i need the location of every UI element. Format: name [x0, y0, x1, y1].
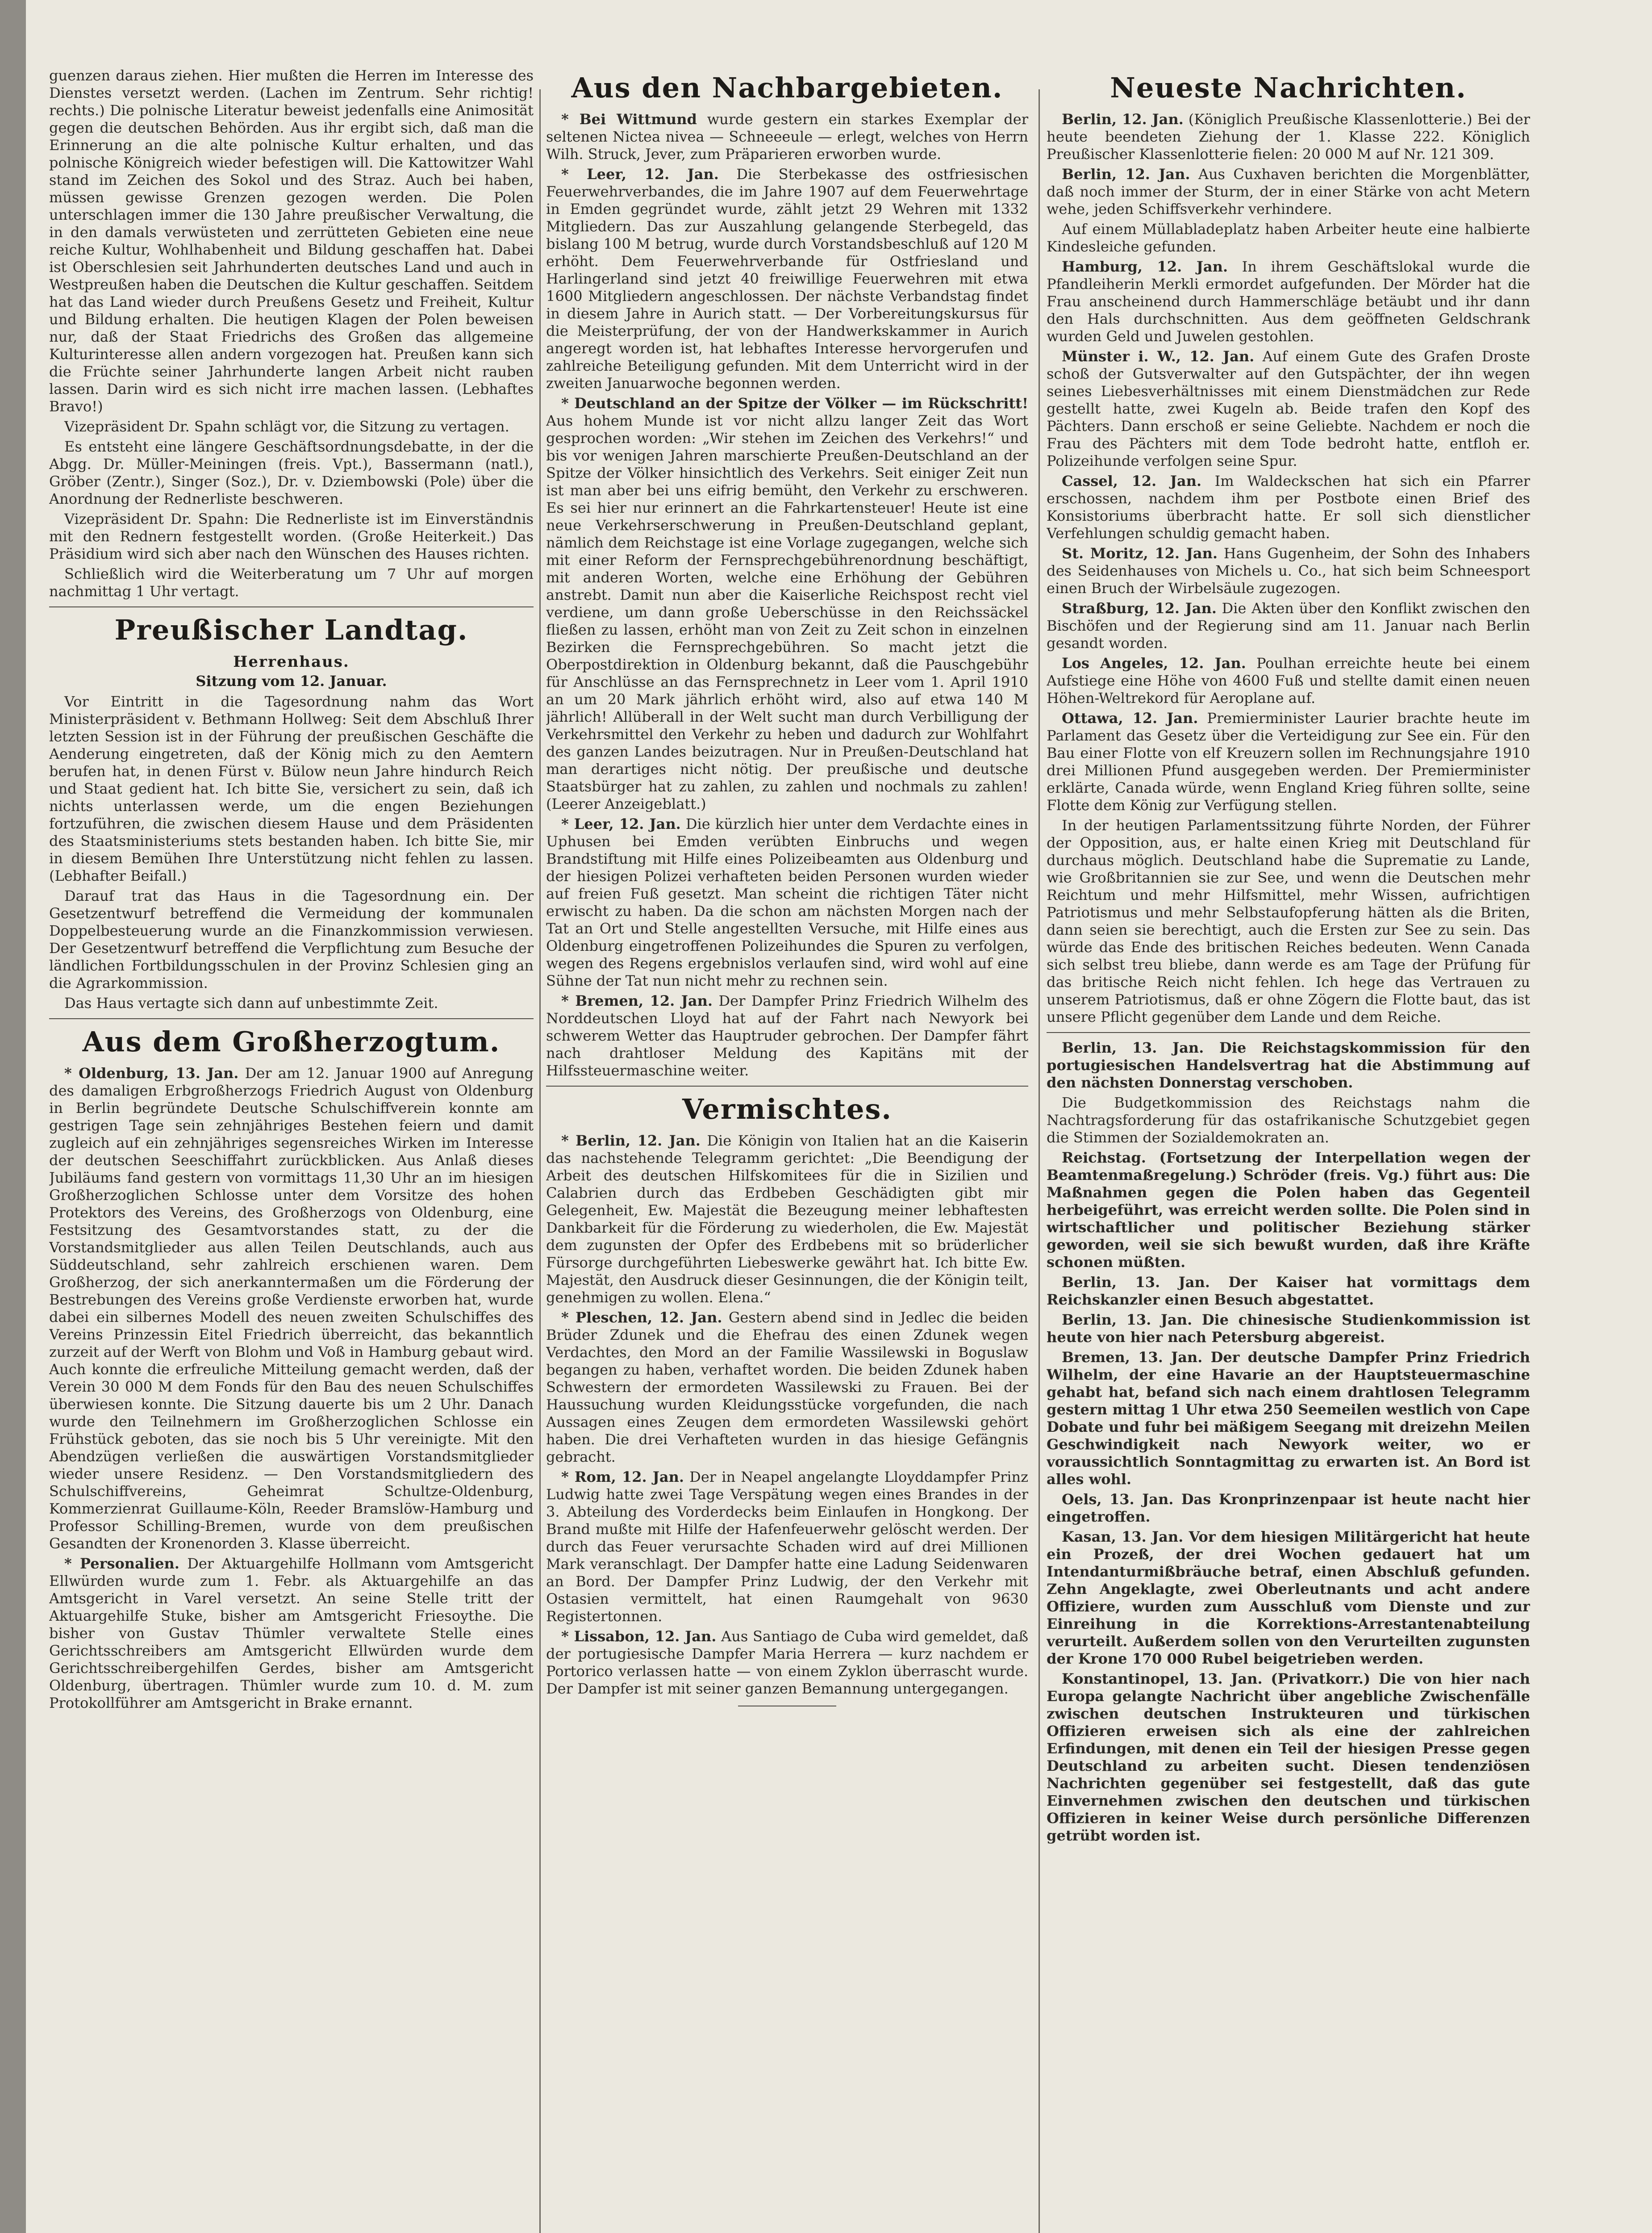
article-text: Gestern abend sind in Jedlec die beiden Brüder Zdunek und die Ehefrau des einen Zdunek wegen Verdachtes, den Mord an der Familie Wassilewski in Boguslaw begangen zu haben, verhaftet worden. Die beiden Zdunek haben Schwestern der ermordeten Wassilewski zu Frauen. Bei der Haussuchung wurden Kleidungsstücke vorgefunden, die nach Aussagen eines Zeugen dem ermordeten Wassilewski gehört haben. Die drei Verhafteten wurden in das hiesige Gefängnis gebracht. — [546, 1309, 1028, 1465]
telegram-item: Reichstag. (Fortsetzung der Interpellation wegen der Beamtenmaßregelung.) Schröder (freis. Vg.) führt aus: Die Maßnahmen gegen die Polen haben das Gegenteil herbeigeführt, was erreicht werden sollte. Die Polen sind in wirtschaftlicher und politischer Beziehung stärker geworden, weil sie sich bewußt wurden, daß ihre Kräfte schonen müßten. — [1047, 1149, 1530, 1271]
dateline: Berlin, 12. Jan. — [1062, 166, 1190, 183]
article-item — [546, 1468, 1028, 1625]
article-text: Vizepräsident Dr. Spahn: Die Rednerliste ist im Einverständnis mit den Rednern festgestellt worden. (Große Heiterkeit.) Das Präsidium wird sich aber nach den Wünschen des Hauses richten. — [49, 510, 534, 562]
telegram-item: Berlin, 13. Jan. Die Reichstagskommission für den portugiesischen Handelsvertrag hat die Abstimmung auf den nächsten Donnerstag verschoben. — [1047, 1039, 1530, 1091]
divider — [49, 1018, 534, 1019]
article-item — [1047, 655, 1530, 707]
article-text: Vizepräsident Dr. Spahn schlägt vor, die Sitzung zu vertagen. — [64, 418, 509, 435]
telegram-item: Konstantinopel, 13. Jan. (Privatkorr.) Die von hier nach Europa gelangte Nachricht über angebliche Zwischenfälle zwischen deutschen Instrukteuren und türkischen Offizieren erweisen sich als eine der zahlreichen Erfindungen, mit denen ein Teil der hiesigen Presse gegen Deutschland zu arbeiten sucht. Diesen tendenziösen Nachrichten gegenüber sei festgestellt, daß das gute Einvernehmen zwischen den deutschen und türkischen Offizieren in keiner Weise durch persönliche Differenzen getrübt worden ist. — [1047, 1670, 1530, 1844]
article-item — [1047, 166, 1530, 218]
dateline: * Leer, 12. Jan. — [561, 166, 719, 183]
divider — [546, 1086, 1028, 1087]
article-text: Der Dampfer Prinz Friedrich Wilhelm des Norddeutschen Lloyd hat auf der Fahrt nach Newyork bei schwerem Wetter das Hauptruder gebrochen. Der Dampfer fährt nach drahtloser Meldung des Kapitäns mit der Hilfssteuermaschine weiter. — [546, 992, 1028, 1079]
article-item — [1047, 710, 1530, 814]
article-text: Darauf trat das Haus in die Tagesordnung ein. Der Gesetzentwurf betreffend die Vermeidung der kommunalen Doppelbesteuerung wurde an die Finanzkommission verwiesen. Der Gesetzentwurf betreffend die Verpflichtung zum Besuche der ländlichen Fortbildungsschulen in der Provinz Schlesien ging an die Agrarkommission. — [49, 887, 534, 991]
article-text: Im Waldeckschen hat sich ein Pfarrer erschossen, nachdem ihm per Postbote einen Brief des Konsistoriums überbracht hatte. Er soll sich dienstlicher Verfehlungen schuldig gemacht haben. — [1047, 473, 1530, 542]
article-text: Aus hohem Munde ist vor nicht allzu langer Zeit das Wort gesprochen worden: „Wir stehen im Zeichen des Verkehrs!“ und bis vor wenigen Jahren marschierte Preußen-Deutschland an der Spitze der Völker hinsichtlich des Verkehrs. Seit einiger Zeit nun ist man aber bei uns eifrig bemüht, den Verkehr zu erschweren. Es sei hier nur erinnert an die Fahrkartensteuer! Heute ist eine neue Verkehrserschwerung in Preußen-Deutschland geplant, nämlich dem Reichstage ist eine Vorlage zugegangen, welche sich mit einer Reform der Fernsprechgebührenordnung beschäftigt, mit anderen Worten, welche eine Erhöhung der Gebühren anstrebt. Damit nun aber die Kaiserliche Reichspost recht viel verdiene, um dann große Ueberschüsse in den Reichssäckel fließen zu lassen, erhöht man von Zeit zu Zeit schon in einzelnen Bezirken die Fernsprechgebühren. So macht jetzt die Oberpostdirektion in Oldenburg bekannt, daß die Pauschgebühr für Anschlüsse an das Fernsprechnetz in Leer vom 1. April 1910 an um 20 Mark jährlich erhöht wird, also auf etwa 140 M jährlich! Allüberall in der Welt sucht man durch Verbilligung der Verkehrsmittel den Verkehr zu heben und dadurch zur Wohlfahrt des ganzen Landes beizutragen. Nur in Preußen-Deutschland hat man derartiges nicht nötig. Der preußische und deutsche Staatsbürger hat zu zahlen, zu zahlen und nochmals zu zahlen! (Leerer Anzeigeblatt.) — [546, 412, 1028, 812]
divider — [1047, 1032, 1530, 1033]
article-text: Die Königin von Italien hat an die Kaiserin das nachstehende Telegramm gerichtet: „Die Beendigung der Arbeit des deutschen Hilfskomitees für die in Sizilien und Calabrien durch das Erdbeben Geschädigten gibt mir Gelegenheit, Ew. Majestät die Bezeugung meiner lebhaftesten Dankbarkeit für die Förderung zu wiederholen, die Ew. Majestät dem zugunsten der Opfer des Erdbebens mit so brüderlicher Fürsorge durchgeführten Liebeswerke gewährt hat. Ich bitte Ew. Majestät, den Ausdruck dieser Gesinnungen, die der Königin teilt, genehmigen zu wollen. Elena.“ — [546, 1132, 1028, 1306]
session-date: Sitzung vom 12. Januar. — [196, 673, 387, 690]
dateline: Berlin, 12. Jan. — [1062, 111, 1184, 128]
section-heading-landtag: Preußischer Landtag. — [114, 614, 468, 646]
telegram-item: Kasan, 13. Jan. Vor dem hiesigen Militärgericht hat heute ein Prozeß, der drei Wochen gedauert hat um Intendanturmißbräuche betraf, einen Abschluß gefunden. Zehn Angeklagte, zwei Oberleutnants und acht andere Offiziere, wurden zum Ausschluß vom Dienste und zur Einreihung in die Korrektions-Arrestantenabteilung verurteilt. Außerdem sollen von den Verurteilten zugunsten der Krone 170 000 Rubel beigetrieben werden. — [1047, 1528, 1530, 1667]
article-item — [1047, 258, 1530, 345]
article-item — [546, 1309, 1028, 1466]
article-text: Der Aktuargehilfe Hollmann vom Amtsgericht Ellwürden wurde zum 1. Febr. als Aktuargehilfe an das Amtsgericht in Varel versetzt. An seine Stelle tritt der Aktuargehilfe Stuke, bisher am Amtsgericht Friesoythe. Die bisher von Gustav Thümler verwaltete Stelle eines Gerichtsschreibers am Amtsgericht Ellwürden wurde dem Gerichtsschreibergehilfen Gerdes, bisher am Amtsgericht Oldenburg, übertragen. Thümler wurde zum 10. d. M. zum Protokollführer am Amtsgericht in Brake ernannt. — [49, 1555, 534, 1711]
telegram-item: Die Budgetkommission des Reichstags nahm die Nachtragsforderung für das ostafrikanische Schutzgebiet gegen die Stimmen der Sozialdemokraten an. — [1047, 1094, 1530, 1146]
dateline: Cassel, 12. Jan. — [1062, 473, 1201, 489]
dateline: * Lissabon, 12. Jan. — [561, 1628, 717, 1645]
divider — [49, 606, 534, 607]
article-text: Die Sterbekasse des ostfriesischen Feuerwehrverbandes, die im Jahre 1907 auf dem Feuerwehrtage in Emden gegründet wurde, zählt jetzt 29 Wehren mit 1332 Mitgliedern. Das zur Auszahlung gelangende Sterbegeld, das bislang 100 M betrug, wurde durch Vorstandsbeschluß auf 120 M erhöht. Dem Feuerwehrverbande für Ostfriesland und Harlingerland sind jetzt 40 freiwillige Feuerwehren mit etwa 1600 Mitgliedern angeschlossen. Der nächste Verbandstag findet in diesem Jahre in Aurich statt. — Der Vorbereitungskursus für die Meisterprüfung, der von der Handwerkskammer in Aurich angeregt worden ist, hat lebhaftes Interesse hervorgerufen und zahlreiche Beteiligung gefunden. Mit dem Unterricht wird in der zweiten Januarwoche begonnen werden. — [546, 166, 1028, 392]
column-rule — [1039, 89, 1040, 2233]
article-text: Die Akten über den Konflikt zwischen den Bischöfen und der Regierung sind am 11. Januar nach Berlin gesandt worden. — [1047, 600, 1530, 652]
section-heading-grossherzogtum: Aus dem Großherzogtum. — [82, 1025, 501, 1058]
column-1 — [49, 67, 534, 2233]
dateline: * Personalien. — [64, 1555, 179, 1572]
article-item — [1047, 545, 1530, 597]
article-text: In ihrem Geschäftslokal wurde die Pfandleiherin Merkli ermordet aufgefunden. Der Mörder hat die Frau anscheinend durch Hammerschläge betäubt und ihr dann den Hals durchschnitten. Aus dem geöffneten Geldschrank wurden Geld und Juwelen gestohlen. — [1047, 258, 1530, 345]
dateline: * Leer, 12. Jan. — [561, 815, 681, 832]
section-heading-nachbargebiete: Aus den Nachbargebieten. — [571, 71, 1003, 104]
article-text: Die kürzlich hier unter dem Verdachte eines in Uphusen bei Emden verübten Einbruchs und wegen Brandstiftung mit Hilfe eines Polizeibeamten aus Oldenburg und der hiesigen Polizei verhafteten beiden Personen wurden wieder auf freien Fuß gesetzt. Man scheint die richtigen Täter nicht erwischt zu haben. Da die schon am nächsten Morgen nach der Tat an Ort und Stelle angestellten Versuche, mit Hilfe eines aus Oldenburg eingetroffenen Polizeihundes die Spuren zu verfolgen, wegen des Regens ergebnislos verlaufen sind, wird wohl auf eine Sühne der Tat nun nicht mehr zu rechnen sein. — [546, 815, 1028, 989]
article-text: Hans Gugenheim, der Sohn des Inhabers des Seidenhauses von Michels u. Co., hat sich beim Schneesport einen Bruch der Wirbelsäule zugezogen. — [1047, 545, 1530, 597]
telegram-item: Bremen, 13. Jan. Der deutsche Dampfer Prinz Friedrich Wilhelm, der eine Havarie an der Hauptsteuermaschine gehabt hat, befand sich nach einem drahtlosen Telegramm gestern mittag 1 Uhr etwa 250 Seemeilen westlich von Cape Dobate und fuhr bei mäßigem Seegang mit dreizehn Meilen Geschwindigkeit nach Newyork weiter, wo er voraussichtlich Sonntagmittag zu erwarten ist. An Bord ist alles wohl. — [1047, 1349, 1530, 1488]
newspaper-page — [26, 0, 1652, 2233]
dateline: Münster i. W., 12. Jan. — [1062, 348, 1255, 365]
dateline: * Oldenburg, 13. Jan. — [64, 1065, 239, 1082]
article-item — [49, 1555, 534, 1712]
article-text: (Königlich Preußische Klassenlotterie.) Bei der heute beendeten Ziehung der 1. Klasse 222. Königlich Preußischer Klassenlotterie fielen: 20 000 M auf Nr. 121 309. — [1047, 111, 1530, 163]
article-item — [546, 395, 1028, 813]
column-rule — [539, 89, 541, 2233]
article-item — [546, 815, 1028, 990]
dateline: St. Moritz, 12. Jan. — [1062, 545, 1218, 562]
article-text: Aus Cuxhaven berichten die Morgenblätter, daß noch immer der Sturm, der in einer Stärke von acht Metern wehe, jeden Schiffsverkehr verhindere. — [1047, 166, 1530, 217]
column-3 — [1047, 67, 1530, 2233]
section-heading-neueste-nachrichten: Neueste Nachrichten. — [1110, 71, 1467, 104]
article-item — [49, 1065, 534, 1552]
dateline: * Bei Wittmund — [561, 111, 697, 128]
article-text: Der in Neapel angelangte Lloyddampfer Prinz Ludwig hatte zwei Tage Verspätung wegen eines Brandes in der 3. Abteilung des Vorderdecks beim Einlaufen in Hongkong. Der Brand mußte mit Hilfe der Hafenfeuerwehr gelöscht werden. Der durch das Feuer verursachte Schaden wird auf drei Millionen Mark veranschlagt. Der Dampfer hatte eine Ladung Seidenwaren an Bord. Der Dampfer Prinz Ludwig, der den Verkehr mit Ostasien vermittelt, hat einen Raumgehalt von 9630 Registertonnen. — [546, 1468, 1028, 1625]
article-text: Aus Santiago de Cuba wird gemeldet, daß der portugiesische Dampfer Maria Herrera — kurz nachdem er Portorico verlassen hatte — von einem Zyklon überrascht wurde. Der Dampfer ist mit seiner ganzen Bemannung untergegangen. — [546, 1628, 1028, 1697]
article-text: Auf einem Müllabladeplatz haben Arbeiter heute eine halbierte Kindesleiche gefunden. — [1047, 221, 1530, 255]
dateline: * Rom, 12. Jan. — [561, 1468, 684, 1485]
article-item — [1047, 600, 1530, 652]
article-item — [546, 111, 1028, 163]
dateline: Ottawa, 12. Jan. — [1062, 710, 1198, 727]
telegram-item: Berlin, 13. Jan. Die chinesische Studienkommission ist heute von hier nach Petersburg abgereist. — [1047, 1311, 1530, 1346]
article-text: guenzen daraus ziehen. Hier mußten die Herren im Interesse des Dienstes versetzt werden. (Lachen im Zentrum. Sehr richtig! rechts.) Die polnische Literatur beweist jedenfalls eine Animosität gegen die deutschen Behörden. Aus ihr ergibt sich, daß man die Erinnerung an die alte polnische Kultur erhalten, und das polnische Königreich wieder befestigen will. Die Kattowitzer Wahl stand im Zeichen des Sokol und des Straz. Auch bei haben, müssen gewisse Grenzen gezogen werden. Die Polen unterschlagen immer die 130 Jahre preußischer Verwaltung, die in den damals verwüsteten und zerrütteten Gebieten eine neue reiche Kultur, Wohlhabenheit und Bildung geschaffen hat. Dabei ist Oberschlesien seit Jahrhunderten deutsches Land und auch in Westpreußen haben die Deutschen die Kultur geschaffen. Seitdem hat das Land wieder durch Preußens Gesetz und Freiheit, Kultur und Bildung erhalten. Die heutigen Klagen der Polen beweisen nur, daß der Staat Friedrichs des Großen das allgemeine Kulturinteresse allen andern vorgezogen hat. Preußen kann sich die Früchte seiner Jahrhunderte langen Arbeit nicht rauben lassen. Darin wird es sich nicht irre machen lassen. (Lebhaftes Bravo!) — [49, 67, 534, 415]
article-text: Der am 12. Januar 1900 auf Anregung des damaligen Erbgroßherzogs Friedrich August von Oldenburg in Berlin begründete Deutsche Schulschiffverein konnte am gestrigen Tage sein zehnjähriges Bestehen feiern und damit zugleich auf ein zehnjähriges segensreiches Wirken im Interesse der deutschen Seeschiffahrt zurückblicken. Aus Anlaß dieses Jubiläums fand gestern von vormittags 11,30 Uhr an im hiesigen Großherzoglichen Schlosse unter dem Vorsitze des hohen Protektors des Vereins, des Großherzogs von Oldenburg, eine Festsitzung des Gesamtvorstandes statt, zu der die Vorstandsmitglieder aus allen Teilen Deutschlands, auch aus Süddeutschland, sehr zahlreich erschienen waren. Dem Großherzog, der sich anerkanntermaßen um die Förderung der Bestrebungen des Vereins große Verdienste erworben hat, wurde dabei ein silbernes Modell des neuen zweiten Schulschiffes des Vereins Prinzessin Eitel Friedrich überreicht, das bekanntlich zurzeit auf der Werft von Blohm und Voß in Hamburg gebaut wird. Auch konnte die erfreuliche Mitteilung gemacht werden, daß der Verein 30 000 M dem Fonds für den Bau des neuen Schulschiffes überwiesen konnte. Die Sitzung dauerte bis um 2 Uhr. Danach wurde den Teilnehmern im Großherzoglichen Schlosse ein Frühstück geboten, das sie noch bis 5 Uhr vereinigte. Mit den Abendzügen verließen die auswärtigen Vorstandsmitglieder wieder unsere Residenz. — Den Vorstandsmitgliedern des Schulschiffvereins, Geheimrat Schultze-Oldenburg, Kommerzienrat Guillaume-Köln, Reeder Bramslöw-Hamburg und Professor Schilling-Bremen, wurde von dem preußischen Gesandten der Kronenorden 3. Klasse überreicht. — [49, 1065, 534, 1552]
article-item — [1047, 111, 1530, 163]
article-text: Vor Eintritt in die Tagesordnung nahm das Wort Ministerpräsident v. Bethmann Hollweg: Seit dem Abschluß Ihrer letzten Session ist in der Führung der preußischen Geschäfte die Aenderung eingetreten, daß der König mich zu den Aemtern berufen hat, in denen Fürst v. Bülow neun Jahre hindurch Reich und Staat gedient hat. Ich bitte Sie, versichert zu sein, daß ich nichts unterlassen werde, um die engen Beziehungen fortzuführen, die zwischen diesem Hause und dem Präsidenten des Staatsministeriums stets bestanden haben. Ich bitte Sie, mir in diesem Bemühen Ihre Unterstützung nicht fehlen zu lassen. (Lebhafter Beifall.) — [49, 693, 534, 884]
article-text: Premierminister Laurier brachte heute im Parlament das Gesetz über die Verteidigung zur See ein. Für den Bau einer Flotte von elf Kreuzern sollen im Rechnungsjahre 1910 drei Millionen Pfund ausgegeben werden. Der Premierminister erklärte, Canada würde, wenn England Krieg führen sollte, seine Flotte dem König zur Verfügung stellen. — [1047, 710, 1530, 814]
article-item — [1047, 348, 1530, 470]
telegram-item: Oels, 13. Jan. Das Kronprinzenpaar ist heute nacht hier eingetroffen. — [1047, 1491, 1530, 1525]
article-text: wurde gestern ein starkes Exemplar der seltenen Nictea nivea — Schneeeule — erlegt, welches von Herrn Wilh. Struck, Jever, zum Präparieren erworben wurde. — [546, 111, 1028, 163]
article-text: In der heutigen Parlamentssitzung führte Norden, der Führer der Opposition, aus, er halte einen Krieg mit Deutschland für durchaus möglich. Deutschland habe die Suprematie zu Lande, wie Großbritannien sie zur See, und wenn die Deutschen mehr Reichtum und mehr Hilfsmittel, mehr Wissen, aufrichtigen Patriotismus und mehr Selbstaufopferung hätten als die Briten, dann seien sie berechtigt, auch die Ersten zur See zu sein. Das würde das Ende des britischen Reiches bedeuten. Wenn Canada sich selbst treu bliebe, dann werde es am Tage der Prüfung für das britische Reich nicht fehlen. Ich hege das Vertrauen zu unserem Patriotismus, daß er ohne Zögern die Flotte baut, das ist unsere Pflicht gegenüber dem Lande und dem Reiche. — [1047, 817, 1530, 1025]
article-item — [546, 1628, 1028, 1698]
dateline: Hamburg, 12. Jan. — [1062, 258, 1228, 275]
article-text: Es entsteht eine längere Geschäftsordnungsdebatte, in der die Abgg. Dr. Müller-Meiningen (freis. Vpt.), Bassermann (natl.), Gröber (Zentr.), Singer (Soz.), Dr. v. Dziembowski (Pole) über die Anordnung der Rednerliste beschweren. — [49, 438, 534, 507]
dateline: Straßburg, 12. Jan. — [1062, 600, 1217, 617]
article-item — [546, 992, 1028, 1079]
article-text: Schließlich wird die Weiterberatung um 7 Uhr auf morgen nachmittag 1 Uhr vertagt. — [49, 565, 534, 600]
article-item — [546, 1132, 1028, 1306]
column-2 — [546, 67, 1028, 2233]
article-text: Das Haus vertagte sich dann auf unbestimmte Zeit. — [64, 995, 438, 1012]
dateline: * Bremen, 12. Jan. — [561, 992, 713, 1009]
dateline: * Berlin, 12. Jan. — [561, 1132, 701, 1149]
article-item — [546, 166, 1028, 392]
article-item — [1047, 473, 1530, 542]
article-text: Auf einem Gute des Grafen Droste schoß der Gutsverwalter auf den Gutspächter, der ihn wegen seines Liebesverhältnisses mit einem Dienstmädchen zur Rede gestellt hatte, zwei Kugeln ab. Beide trafen den Kopf des Pächters. Dann erschoß er seine Geliebte. Nachdem er noch die Frau des Pächters mit dem Tode bedroht hatte, entfloh er. Polizeihunde verfolgen seine Spur. — [1047, 348, 1530, 469]
section-heading-vermischtes: Vermischtes. — [682, 1093, 892, 1125]
subheading-herrenhaus: Herrenhaus. — [233, 653, 350, 671]
dateline: Los Angeles, 12. Jan. — [1062, 655, 1246, 672]
article-text: Poulhan erreichte heute bei einem Aufstiege eine Höhe von 4600 Fuß und stellte damit einen neuen Höhen-Weltrekord für Aeroplane auf. — [1047, 655, 1530, 707]
dateline: * Deutschland an der Spitze der Völker — im Rückschritt! — [561, 395, 1028, 412]
telegram-item: Berlin, 13. Jan. Der Kaiser hat vormittags dem Reichskanzler einen Besuch abgestattet. — [1047, 1274, 1530, 1308]
dateline: * Pleschen, 12. Jan. — [561, 1309, 722, 1326]
page-gutter — [0, 0, 26, 2233]
